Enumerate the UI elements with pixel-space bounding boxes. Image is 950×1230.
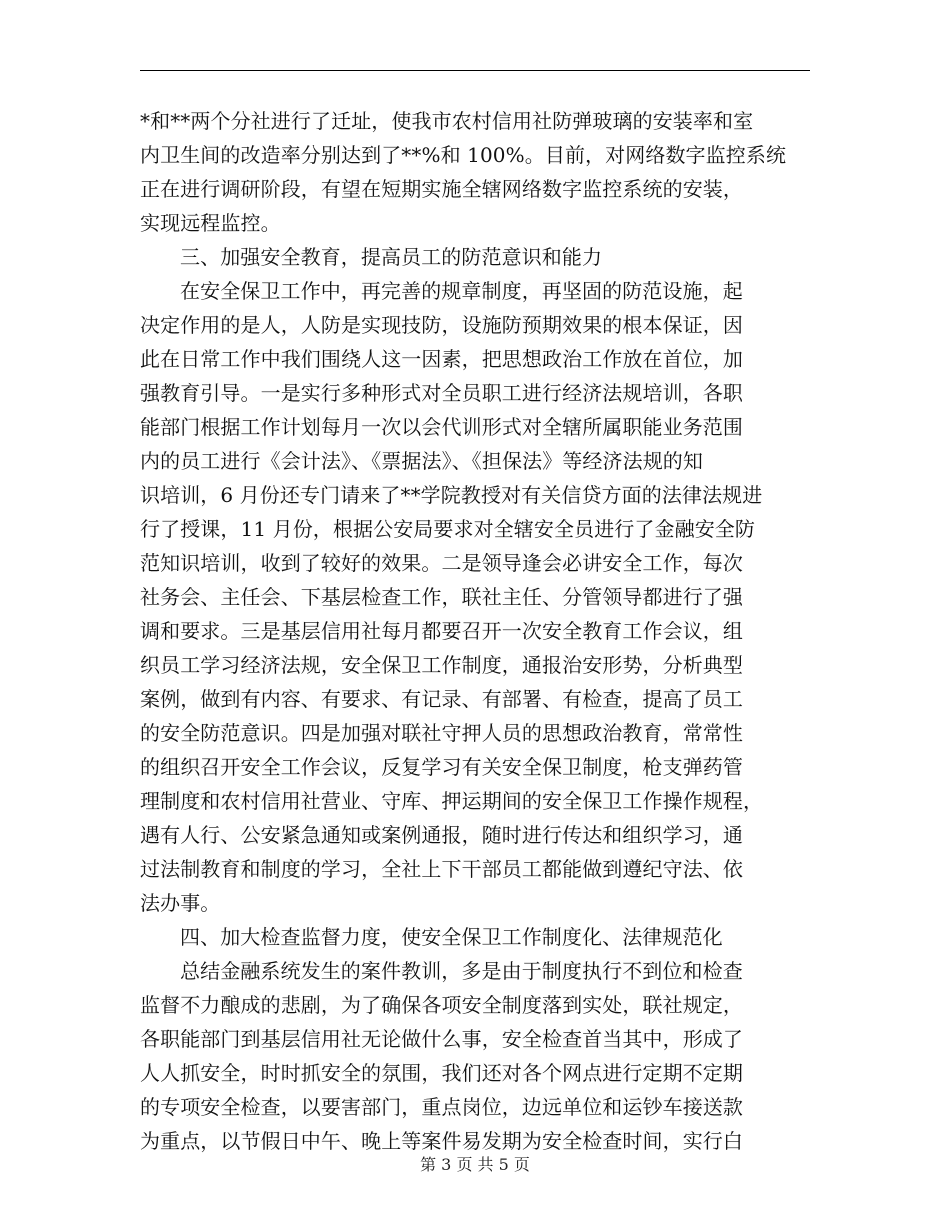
section-heading: 三、加强安全教育，提高员工的防范意识和能力 (180, 245, 603, 269)
text-line: 理制度和农村信用社营业、守库、押运期间的安全保卫工作操作规程， (140, 789, 764, 813)
text-line: 强教育引导。一是实行多种形式对全员职工进行经济法规培训，各职 (140, 381, 743, 405)
document-body (140, 104, 810, 1158)
text-line: 行了授课，11 月份，根据公安局要求对全辖安全员进行了金融安全防 (140, 517, 756, 541)
text-line: 过法制教育和制度的学习，全社上下干部员工都能做到遵纪守法、依 (140, 857, 743, 881)
text-line: 的安全防范意识。四是加强对联社守押人员的思想政治教育，常常性 (140, 721, 743, 745)
text-line: 的专项安全检查，以要害部门，重点岗位，边远单位和运钞车接送款 (140, 1095, 743, 1119)
text-line: 人人抓安全，时时抓安全的氛围，我们还对各个网点进行定期不定期 (140, 1061, 743, 1085)
text-line: 正在进行调研阶段，有望在短期实施全辖网络数字监控系统的安装， (140, 177, 743, 201)
text-line: 监督不力酿成的悲剧，为了确保各项安全制度落到实处，联社规定， (140, 993, 743, 1017)
text-line: 此在日常工作中我们围绕人这一因素，把思想政治工作放在首位，加 (140, 347, 743, 371)
text-line: 织员工学习经济法规，安全保卫工作制度，通报治安形势，分析典型 (140, 653, 743, 677)
page-number-footer: 第 3 页 共 5 页 (420, 1155, 530, 1174)
text-line: 遇有人行、公安紧急通知或案例通报，随时进行传达和组织学习，通 (140, 823, 743, 847)
text-line: 案例，做到有内容、有要求、有记录、有部署、有检查，提高了员工 (140, 687, 743, 711)
text-line: 内卫生间的改造率分别达到了**%和 100%。目前，对网络数字监控系统 (140, 143, 787, 167)
paragraph-start-line: 在安全保卫工作中，再完善的规章制度，再坚固的防范设施，起 (180, 279, 743, 303)
text-line: 社务会、主任会、下基层检查工作，联社主任、分管领导都进行了强 (140, 585, 743, 609)
text-line: 识培训，6 月份还专门请来了**学院教授对有关信贷方面的法律法规进 (140, 483, 763, 507)
text-line: 为重点，以节假日中午、晚上等案件易发期为安全检查时间，实行白 (140, 1129, 743, 1153)
paragraph-start-line: 总结金融系统发生的案件教训，多是由于制度执行不到位和检查 (180, 959, 743, 983)
text-line: 的组织召开安全工作会议，反复学习有关安全保卫制度，枪支弹药管 (140, 755, 743, 779)
text-line: 实现远程监控。 (140, 211, 281, 235)
header-rule (140, 70, 810, 71)
text-line: 各职能部门到基层信用社无论做什么事，安全检查首当其中，形成了 (140, 1027, 743, 1051)
text-line: 能部门根据工作计划每月一次以会代训形式对全辖所属职能业务范围 (140, 415, 743, 439)
text-line: *和**两个分社进行了迁址，使我市农村信用社防弹玻璃的安装率和室 (140, 109, 754, 133)
text-line: 决定作用的是人，人防是实现技防，设施防预期效果的根本保证，因 (140, 313, 743, 337)
text-line: 调和要求。三是基层信用社每月都要召开一次安全教育工作会议，组 (140, 619, 743, 643)
text-line: 法办事。 (140, 891, 221, 915)
text-line: 内的员工进行《会计法》、《票据法》、《担保法》等经济法规的知 (140, 449, 703, 473)
section-heading: 四、加大检查监督力度，使安全保卫工作制度化、法律规范化 (180, 925, 723, 949)
text-line: 范知识培训，收到了较好的效果。二是领导逢会必讲安全工作，每次 (140, 551, 743, 575)
